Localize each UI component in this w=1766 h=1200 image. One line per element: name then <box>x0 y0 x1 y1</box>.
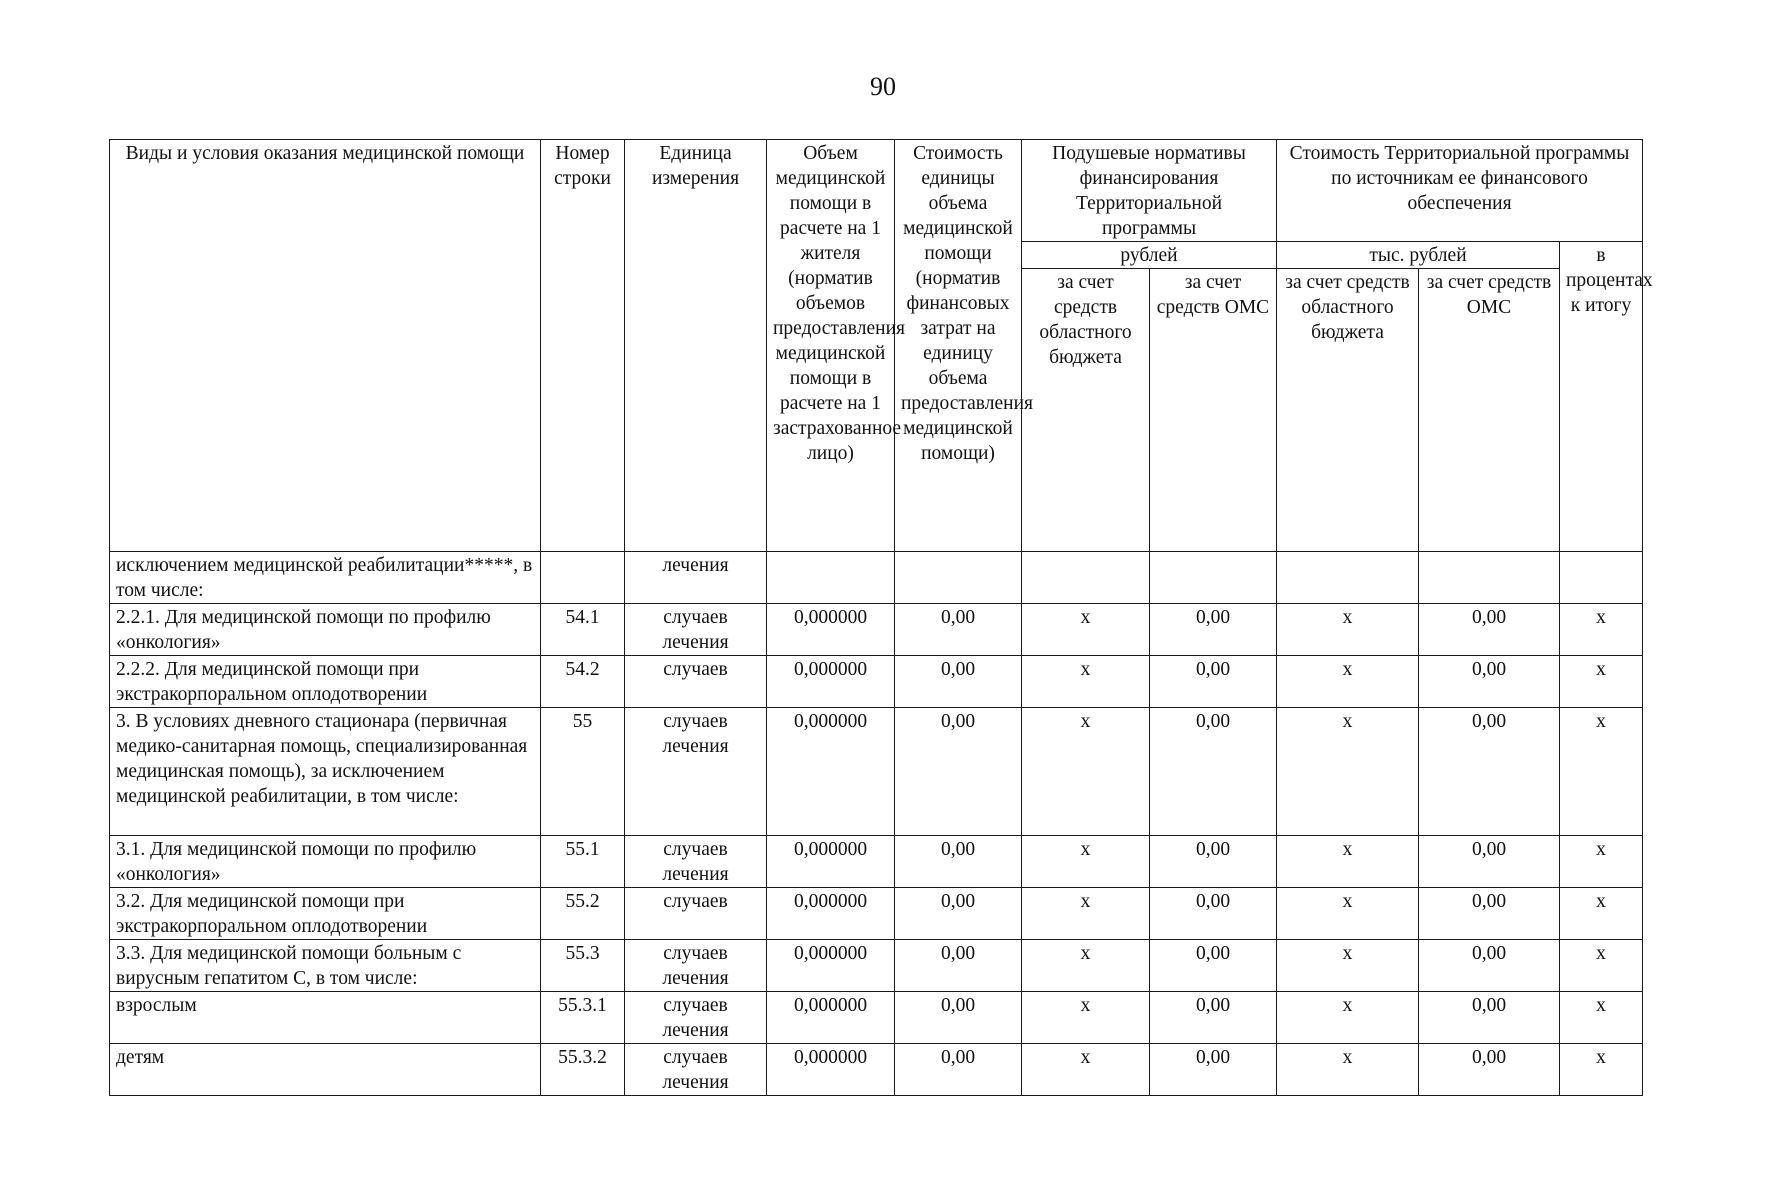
row-cost: 0,00 <box>895 708 1022 836</box>
row-cost: 0,00 <box>895 992 1022 1044</box>
row-cost: 0,00 <box>895 888 1022 940</box>
row-per-capita-budget <box>1022 552 1150 604</box>
row-name: 3.2. Для медицинской помощи при экстракорпоральном оплодотворении <box>110 888 541 940</box>
row-volume: 0,000000 <box>767 656 895 708</box>
row-unit: случаев <box>625 888 767 940</box>
row-cost: 0,00 <box>895 1044 1022 1096</box>
table-row <box>110 1044 1643 1096</box>
row-total-budget: x <box>1277 992 1419 1044</box>
row-name: взрослым <box>110 992 541 1044</box>
header-oms-2: за счет средств ОМС <box>1419 269 1560 552</box>
row-name: 3.1. Для медицинской помощи по профилю «онкология» <box>110 836 541 888</box>
row-unit: случаев <box>625 656 767 708</box>
row-number: 55 <box>541 708 625 836</box>
row-per-capita-oms: 0,00 <box>1150 836 1277 888</box>
row-percent: x <box>1560 992 1643 1044</box>
row-percent: x <box>1560 888 1643 940</box>
row-total-budget: x <box>1277 1044 1419 1096</box>
row-per-capita-oms: 0,00 <box>1150 992 1277 1044</box>
row-cost: 0,00 <box>895 604 1022 656</box>
table-row <box>110 992 1643 1044</box>
row-total-oms: 0,00 <box>1419 656 1560 708</box>
row-percent: x <box>1560 836 1643 888</box>
row-unit: случаев лечения <box>625 836 767 888</box>
row-name: 2.2.1. Для медицинской помощи по профилю «онкология» <box>110 604 541 656</box>
row-total-oms: 0,00 <box>1419 708 1560 836</box>
table-row <box>110 604 1643 656</box>
row-unit: случаев лечения <box>625 1044 767 1096</box>
row-total-oms: 0,00 <box>1419 1044 1560 1096</box>
row-name: детям <box>110 1044 541 1096</box>
header-cost: Стоимость единицы объема медицинской помощи (норматив финансовых затрат на единицу объема предоставления медицинской помощи) <box>895 140 1022 552</box>
row-total-oms: 0,00 <box>1419 604 1560 656</box>
header-unit-thousand-rub: тыс. рублей <box>1277 242 1560 269</box>
row-volume: 0,000000 <box>767 604 895 656</box>
row-total-budget: x <box>1277 888 1419 940</box>
row-total-oms <box>1419 552 1560 604</box>
row-cost: 0,00 <box>895 836 1022 888</box>
row-unit: лечения <box>625 552 767 604</box>
row-per-capita-budget: x <box>1022 604 1150 656</box>
row-total-budget: x <box>1277 604 1419 656</box>
table-row <box>110 552 1643 604</box>
row-volume: 0,000000 <box>767 708 895 836</box>
row-total-budget: x <box>1277 836 1419 888</box>
header-unit: Единица измерения <box>625 140 767 552</box>
header-cost-total: Стоимость Территориальной программы по источникам ее финансового обеспечения <box>1277 140 1643 242</box>
row-total-budget: x <box>1277 940 1419 992</box>
header-oms: за счет средств ОМС <box>1150 269 1277 552</box>
row-number: 54.2 <box>541 656 625 708</box>
table-row <box>110 940 1643 992</box>
header-unit-rub: рублей <box>1022 242 1277 269</box>
row-total-oms: 0,00 <box>1419 992 1560 1044</box>
row-percent: x <box>1560 604 1643 656</box>
row-volume: 0,000000 <box>767 888 895 940</box>
row-number: 55.3 <box>541 940 625 992</box>
row-percent <box>1560 552 1643 604</box>
page-number: 90 <box>870 72 896 101</box>
row-volume <box>767 552 895 604</box>
row-per-capita-budget: x <box>1022 888 1150 940</box>
row-number: 55.1 <box>541 836 625 888</box>
table-row <box>110 836 1643 888</box>
row-name: 3. В условиях дневного стационара (первичная медико-санитарная помощь, специализированная медицинская помощь), за исключением медицинской реабилитации, в том числе: <box>110 708 541 836</box>
row-name: 3.3. Для медицинской помощи больным с вирусным гепатитом С, в том числе: <box>110 940 541 992</box>
row-total-oms: 0,00 <box>1419 888 1560 940</box>
row-per-capita-budget: x <box>1022 836 1150 888</box>
row-per-capita-oms: 0,00 <box>1150 708 1277 836</box>
header-volume: Объем медицинской помощи в расчете на 1 жителя (норматив объемов предоставления медицинской помощи в расчете на 1 застрахованное лицо) <box>767 140 895 552</box>
row-number: 55.3.1 <box>541 992 625 1044</box>
row-name: исключением медицинской реабилитации*****, в том числе: <box>110 552 541 604</box>
header-regional-budget-2: за счет средств областного бюджета <box>1277 269 1419 552</box>
row-per-capita-budget: x <box>1022 1044 1150 1096</box>
row-per-capita-oms <box>1150 552 1277 604</box>
row-percent: x <box>1560 1044 1643 1096</box>
row-total-budget <box>1277 552 1419 604</box>
row-cost <box>895 552 1022 604</box>
row-per-capita-budget: x <box>1022 708 1150 836</box>
row-volume: 0,000000 <box>767 992 895 1044</box>
header-row-1 <box>110 140 1643 242</box>
row-total-oms: 0,00 <box>1419 836 1560 888</box>
row-volume: 0,000000 <box>767 1044 895 1096</box>
table-row <box>110 888 1643 940</box>
row-number: 54.1 <box>541 604 625 656</box>
row-per-capita-budget: x <box>1022 940 1150 992</box>
row-unit: случаев лечения <box>625 940 767 992</box>
table-row <box>110 708 1643 836</box>
row-per-capita-budget: x <box>1022 656 1150 708</box>
row-percent: x <box>1560 940 1643 992</box>
row-total-oms: 0,00 <box>1419 940 1560 992</box>
row-cost: 0,00 <box>895 656 1022 708</box>
header-per-capita: Подушевые нормативы финансирования Территориальной программы <box>1022 140 1277 242</box>
table-row <box>110 656 1643 708</box>
row-unit: случаев лечения <box>625 992 767 1044</box>
row-per-capita-oms: 0,00 <box>1150 1044 1277 1096</box>
row-per-capita-oms: 0,00 <box>1150 940 1277 992</box>
row-unit: случаев лечения <box>625 604 767 656</box>
financing-table <box>109 139 1653 1096</box>
header-regional-budget: за счет средств областного бюджета <box>1022 269 1150 552</box>
row-per-capita-oms: 0,00 <box>1150 656 1277 708</box>
header-percent: в процентах к итогу <box>1560 242 1643 552</box>
header-type: Виды и условия оказания медицинской помощи <box>110 140 541 552</box>
row-total-budget: x <box>1277 656 1419 708</box>
row-number: 55.3.2 <box>541 1044 625 1096</box>
row-number <box>541 552 625 604</box>
row-percent: x <box>1560 656 1643 708</box>
row-volume: 0,000000 <box>767 836 895 888</box>
row-per-capita-budget: x <box>1022 992 1150 1044</box>
header-row-number: Номер строки <box>541 140 625 552</box>
row-per-capita-oms: 0,00 <box>1150 604 1277 656</box>
row-cost: 0,00 <box>895 940 1022 992</box>
row-percent: x <box>1560 708 1643 836</box>
row-unit: случаев лечения <box>625 708 767 836</box>
row-per-capita-oms: 0,00 <box>1150 888 1277 940</box>
row-number: 55.2 <box>541 888 625 940</box>
row-name: 2.2.2. Для медицинской помощи при экстракорпоральном оплодотворении <box>110 656 541 708</box>
row-total-budget: x <box>1277 708 1419 836</box>
row-volume: 0,000000 <box>767 940 895 992</box>
